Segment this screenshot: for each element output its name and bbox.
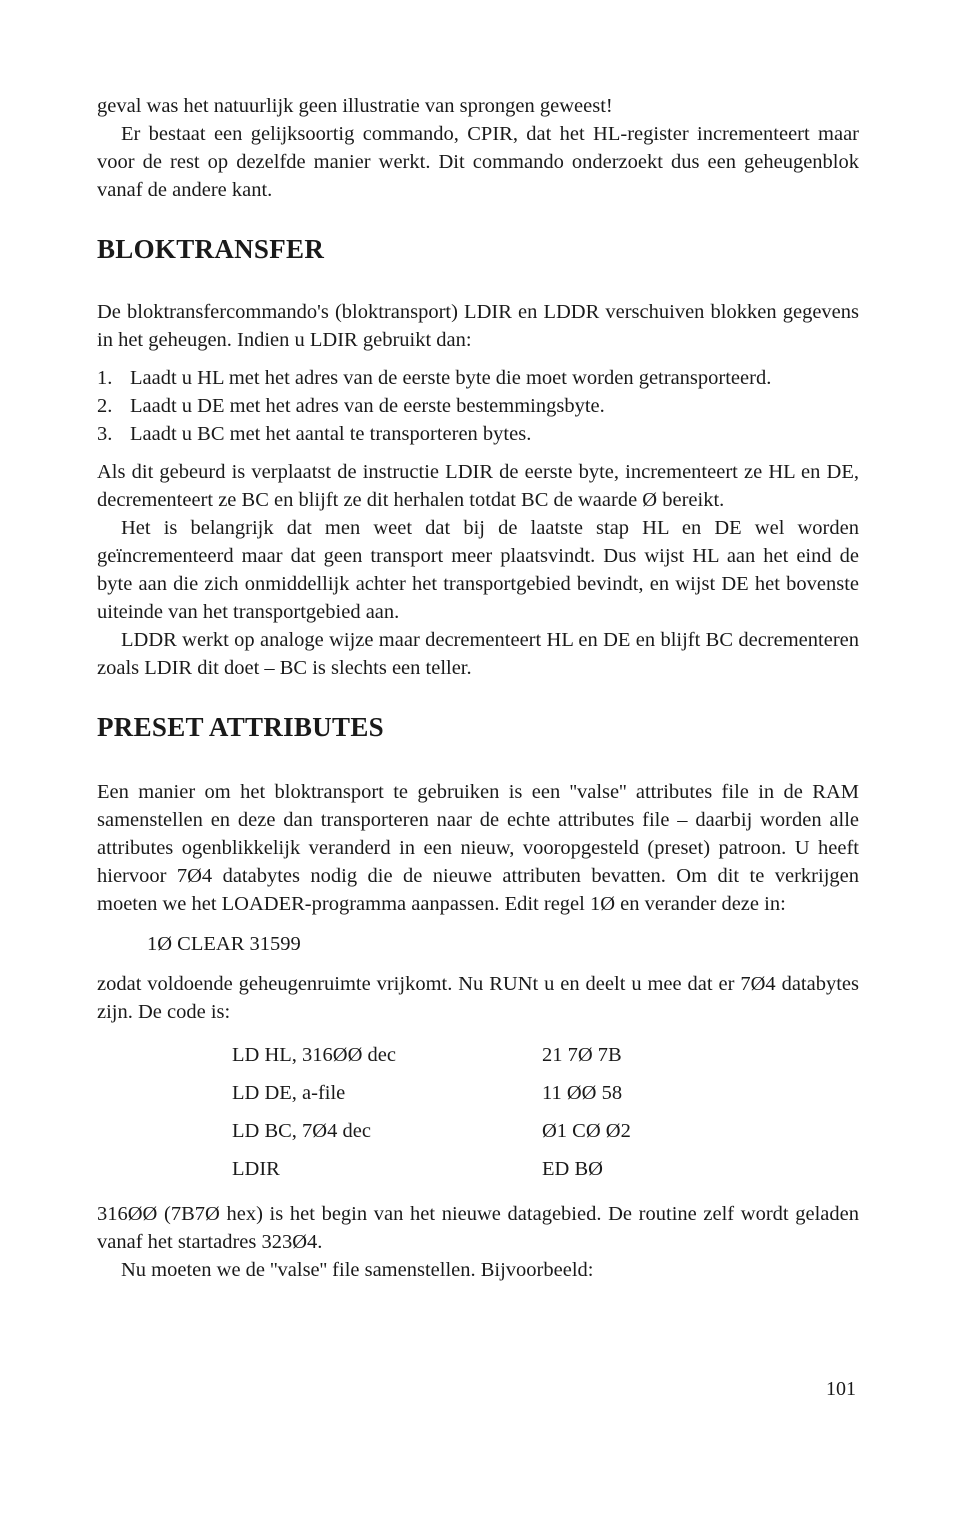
bloktransfer-paragraph-4: LDDR werkt op analoge wijze maar decrementeert HL en DE en blijft BC decrementeren zoals LDIR dit doet – BC is slechts een teller. bbox=[97, 629, 859, 679]
page-content bbox=[97, 92, 859, 1284]
code-hex: ED BØ bbox=[542, 1158, 603, 1180]
preset-paragraph-2: zodat voldoende geheugenruimte vrijkomt. Nu RUNt u en deelt u mee dat er 7Ø4 databytes zijn. De code is: bbox=[97, 973, 859, 1023]
code-instruction: LD HL, 316ØØ dec bbox=[232, 1044, 396, 1066]
bloktransfer-paragraph-2: Als dit gebeurd is verplaatst de instructie LDIR de eerste byte, incrementeert ze HL en DE, decrementeert ze BC en blijft ze dit herhalen totdat BC de waarde Ø bereikt. bbox=[97, 461, 859, 511]
steps-list bbox=[97, 364, 859, 448]
preset-paragraph-3: 316ØØ (7B7Ø hex) is het begin van het nieuwe datagebied. De routine zelf wordt geladen vanaf het startadres 323Ø4. bbox=[97, 1203, 859, 1253]
list-item bbox=[97, 392, 859, 420]
code-instruction: LDIR bbox=[232, 1158, 280, 1180]
step-number: 3. bbox=[97, 423, 113, 445]
bloktransfer-paragraph-3: Het is belangrijk dat men weet dat bij de laatste stap HL en DE wel worden geïncrementeerd maar dat geen transport meer plaatsvindt. Dus wijst HL aan het eind de byte aan die zich onmiddellijk achter het transportgebied bevindt, en wijst DE het bovenste uiteinde van het transportgebied aan. bbox=[97, 517, 859, 623]
bloktransfer-paragraph-1: De bloktransfercommando's (bloktransport) LDIR en LDDR verschuiven blokken gegevens in het geheugen. Indien u LDIR gebruikt dan: bbox=[97, 301, 859, 351]
page-number: 101 bbox=[826, 1378, 856, 1400]
list-item bbox=[97, 420, 859, 448]
step-text: Laadt u BC met het aantal te transporteren bytes. bbox=[130, 423, 532, 445]
heading-bloktransfer: BLOKTRANSFER bbox=[97, 234, 325, 264]
list-item bbox=[97, 364, 859, 392]
step-text: Laadt u DE met het adres van de eerste bestemmingsbyte. bbox=[130, 395, 605, 417]
preset-paragraph-1: Een manier om het bloktransport te gebruiken is een ''valse'' attributes file in de RAM samenstellen en deze dan transporteren naar de echte attributes file – daarbij worden alle attributes ogenblikkelijk veranderd in een nieuw, vooropgesteld (preset) patroon. U heeft hiervoor 7Ø4 databytes nodig die de nieuwe attributen bevatten. Om dit te verkrijgen moeten we het LOADER-programma aanpassen. Edit regel 1Ø en verander deze in: bbox=[97, 781, 859, 915]
code-instruction: LD DE, a-file bbox=[232, 1082, 346, 1104]
preset-paragraph-4: Nu moeten we de ''valse'' file samenstellen. Bijvoorbeeld: bbox=[121, 1259, 594, 1281]
table-row bbox=[232, 1112, 631, 1150]
step-text: Laadt u HL met het adres van de eerste byte die moet worden getransporteerd. bbox=[130, 367, 772, 389]
code-hex: 11 ØØ 58 bbox=[542, 1082, 623, 1104]
intro-paragraph-2: Er bestaat een gelijksoortig commando, CPIR, dat het HL-register incrementeert maar voor de rest op dezelfde manier werkt. Dit commando onderzoekt dus een geheugenblok vanaf de andere kant. bbox=[97, 123, 859, 201]
table-row bbox=[232, 1074, 631, 1112]
step-number: 1. bbox=[97, 367, 113, 389]
step-number: 2. bbox=[97, 395, 113, 417]
code-table bbox=[232, 1036, 631, 1188]
code-instruction: LD BC, 7Ø4 dec bbox=[232, 1120, 371, 1142]
code-hex: 21 7Ø 7B bbox=[542, 1044, 622, 1066]
code-line-clear: 1Ø CLEAR 31599 bbox=[147, 933, 301, 955]
table-row bbox=[232, 1036, 631, 1074]
table-row bbox=[232, 1150, 631, 1188]
code-hex: Ø1 CØ Ø2 bbox=[542, 1120, 631, 1142]
intro-paragraph-1: geval was het natuurlijk geen illustratie van sprongen geweest! bbox=[97, 95, 613, 117]
heading-preset-attributes: PRESET ATTRIBUTES bbox=[97, 712, 384, 742]
